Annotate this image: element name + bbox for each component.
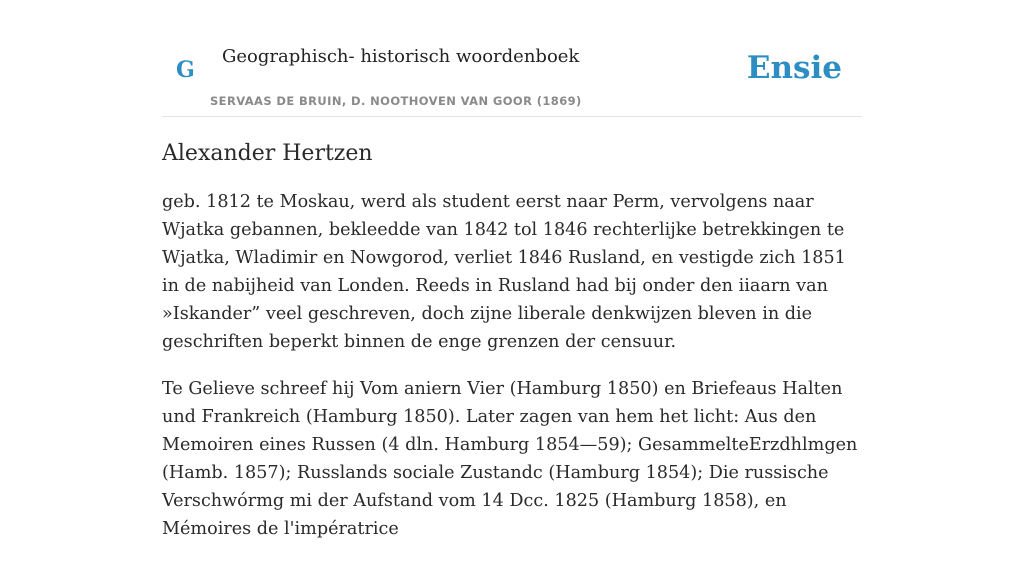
page-container bbox=[162, 0, 862, 562]
page-header bbox=[162, 0, 862, 117]
book-title[interactable]: Geographisch- historisch woordenboek bbox=[222, 46, 580, 67]
book-source: SERVAAS DE BRUIN, D. NOOTHOVEN VAN GOOR (1869) bbox=[210, 94, 582, 108]
ensie-logo[interactable]: Ensie bbox=[746, 50, 842, 86]
entry-paragraph: Te Gelieve schreef hij Vom aniern Vier (Hamburg 1850) en Briefeaus Halten und Frankreich (Hamburg 1850). Later zagen van hem het licht: Aus den Memoiren eines Russen (4 dln. Hamburg 1854—59); GesammelteErzdhlmgen (Hamb. 1857); Russlands sociale Zustandc (Hamburg 1854); Die russische Verschwórmg mi der Aufstand vom 14 Dcc. 1825 (Hamburg 1858), en Mémoires de l'impératrice bbox=[162, 379, 858, 539]
book-logo-icon[interactable]: G bbox=[176, 57, 195, 83]
entry-title: Alexander Hertzen bbox=[162, 141, 373, 166]
entry-body bbox=[162, 188, 862, 543]
entry-paragraph: geb. 1812 te Moskau, werd als student eerst naar Perm, vervolgens naar Wjatka gebannen, bekleedde van 1842 tol 1846 rechterlijke betrekkingen te Wjatka, Wladimir en Nowgorod, verliet 1846 Rusland, en vestigde zich 1851 in de nabijheid van Londen. Reeds in Rusland had bij onder den iiaarn van »Iskander” veel geschreven, doch zijne liberale denkwijzen bleven in die geschriften beperkt binnen de enge grenzen der censuur. bbox=[162, 192, 846, 352]
